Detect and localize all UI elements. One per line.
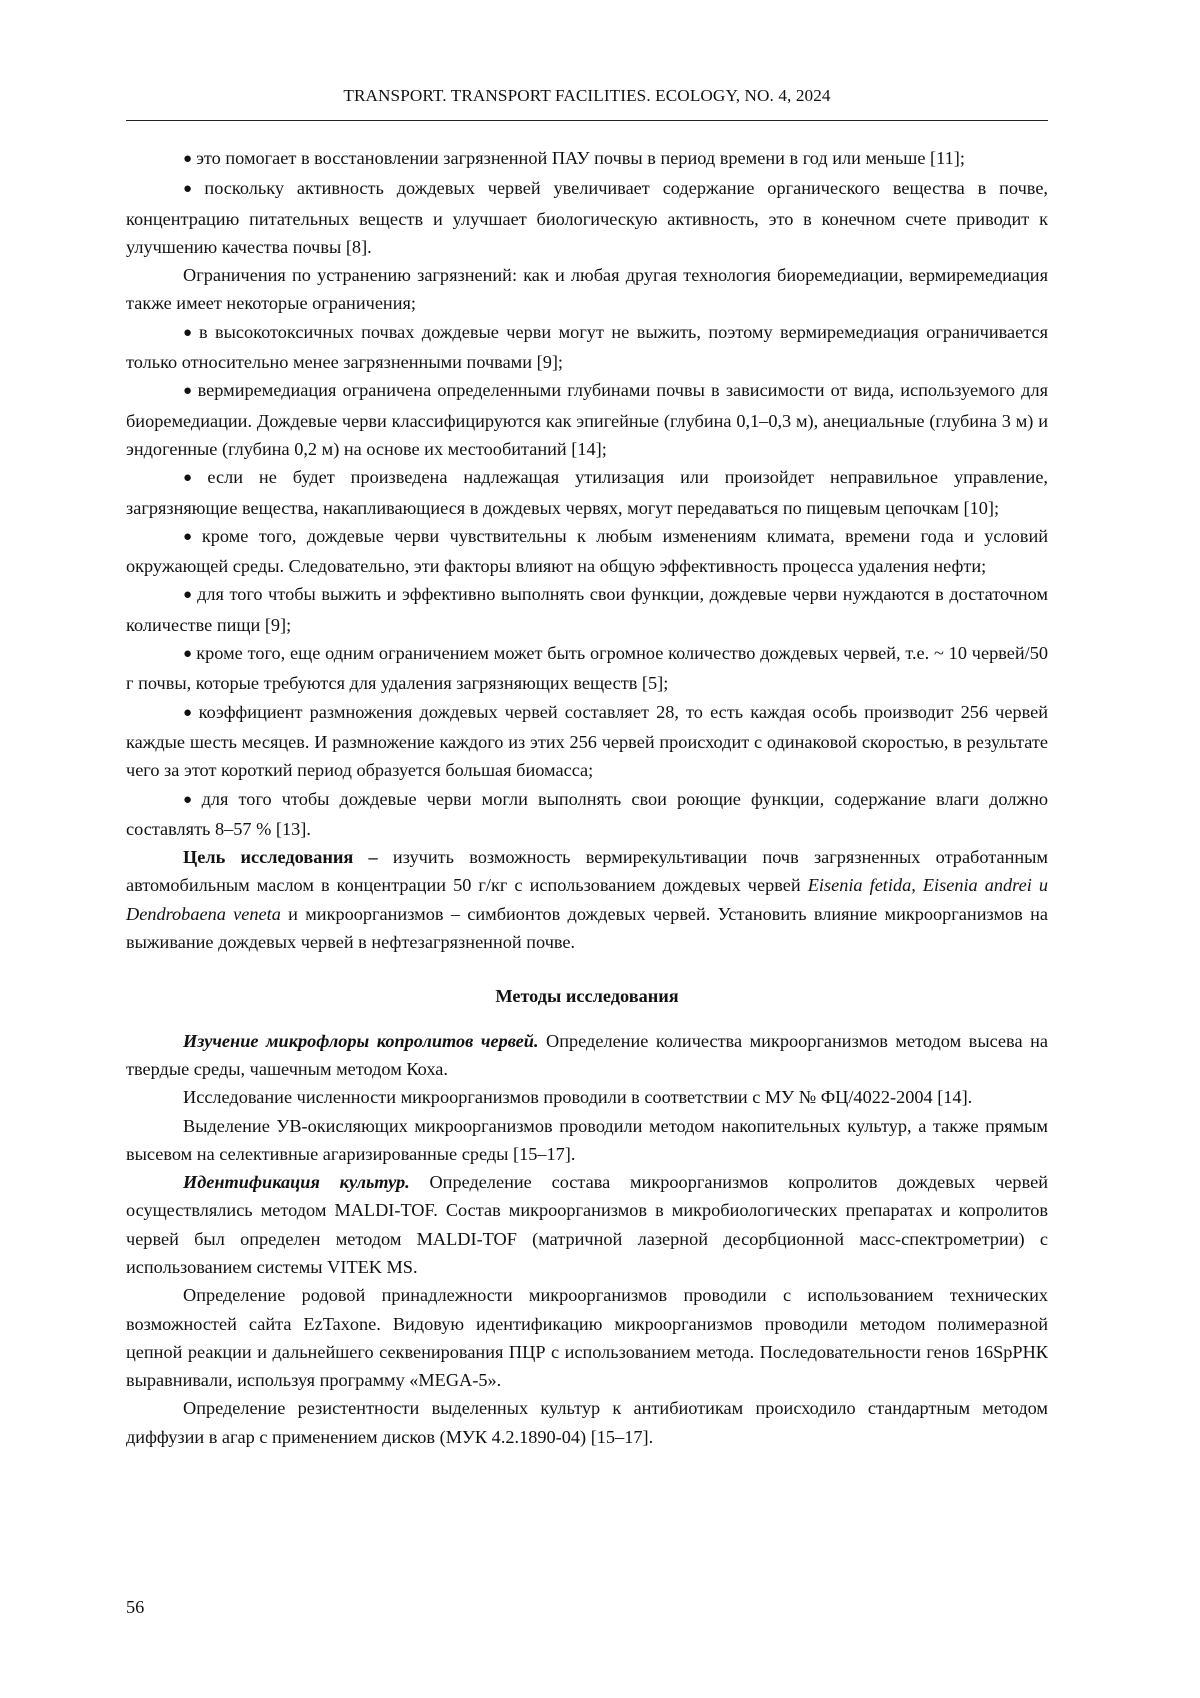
- bullet-icon: ●: [183, 181, 201, 198]
- count-paragraph: Исследование численности микроорганизмов проводили в соответствии с МУ № ФЦ/4022-2004 [14].: [183, 1087, 973, 1108]
- species-names: Eisenia fetida, Eisenia andrei и Dendrobaena veneta: [126, 875, 1048, 924]
- bullet-icon: ●: [183, 587, 194, 604]
- bullet-icon: ●: [183, 151, 193, 167]
- bullet-paragraph: ● если не будет произведена надлежащая утилизация или произойдет неправильное управление, загрязняющие вещества, накапливающиеся в дождевых червях, могут передаваться по пищевым цепочкам [10];: [126, 467, 1049, 518]
- bullet-paragraph: ● для того чтобы выжить и эффективно выполнять свои функции, дождевые черви нуждаются в достаточном количестве пищи [9];: [126, 584, 1048, 635]
- limitations-intro: Ограничения по устранению загрязнений: как и любая другая технология биоремедиации, вермиремедиация также имеет некоторые ограничения;: [126, 265, 1048, 314]
- bullet-icon: ●: [183, 528, 198, 545]
- running-head: TRANSPORT. TRANSPORT FACILITIES. ECOLOGY, NO. 4, 2024: [343, 86, 831, 105]
- section-title-methods: Методы исследования: [495, 986, 679, 1007]
- aim-paragraph: Цель исследования – изучить возможность вермирекультивации почв загрязненных отработанным автомобильным маслом в концентрации 50 г/кг с использованием дождевых червей Eisenia fetida, Eisenia andrei и Dendrobaena veneta и микроорганизмов – симбионтов дождевых червей. Установить влияние микроорганизмов на выживание дождевых червей в нефтезагрязненной почве.: [126, 847, 1048, 953]
- bullet-paragraph: ● для того чтобы дождевые черви могли выполнять свои роющие функции, содержание влаги должно составлять 8–57 % [13].: [126, 788, 1048, 839]
- bullet-paragraph: ● коэффициент размножения дождевых червей составляет 28, то есть каждая особь производит 256 червей каждые шесть месяцев. И размножение каждого из этих 256 червей происходит с одинаковой скоростью, в результате чего за этот короткий период образуется большая биомасса;: [126, 701, 1049, 781]
- bullet-icon: ●: [183, 383, 194, 400]
- journal-page: [126, 0, 1048, 1698]
- bullet-icon: ●: [183, 324, 195, 341]
- bullet-icon: ●: [183, 704, 195, 721]
- page-number: 56: [126, 1597, 145, 1617]
- identification-label: Идентификация культур.: [183, 1172, 410, 1193]
- resistance-paragraph: Определение резистентности выделенных культур к антибиотикам происходило стандартным методом диффузии в агар с применением дисков (МУК 4.2.1890-04) [15–17].: [126, 1398, 1048, 1447]
- article-body: [126, 144, 1048, 1451]
- bullet-paragraph: ● вермиремедиация ограничена определенными глубинами почвы в зависимости от вида, используемого для биоремедиации. Дождевые черви классифицируются как эпигейные (глубина 0,1–0,3 м), анециальные (глубина 3 м) и эндогенные (глубина 0,2 м) на основе их местообитаний [14];: [126, 380, 1049, 459]
- bullet-paragraph: ● кроме того, дождевые черви чувствительны к любым изменениям климата, времени года и условий окружающей среды. Следовательно, эти факторы влияют на общую эффективность процесса удаления нефти;: [126, 525, 1049, 577]
- identification-paragraph: Идентификация культур. Определение состава микроорганизмов копролитов дождевых червей осуществлялись методом MALDI-TOF. Состав микроорганизмов в микробиологических препаратах и копролитов червей был определен методом MALDI-TOF (матричной лазерной десорбционной масс-спектрометрии) с использованием системы VITEK MS.: [126, 1172, 1048, 1277]
- microflora-paragraph: Изучение микрофлоры копролитов червей. Определение количества микроорганизмов методом высева на твердые среды, чашечным методом Коха.: [126, 1030, 1048, 1079]
- bullet-icon: ●: [183, 470, 204, 487]
- bullet-paragraph: ● поскольку активность дождевых червей увеличивает содержание органического вещества в почве, концентрацию питательных веществ и улучшает биологическую активность, это в конечном счете приводит к улучшению качества почвы [8].: [126, 178, 1049, 257]
- microflora-label: Изучение микрофлоры копролитов червей.: [183, 1030, 539, 1051]
- bullet-paragraph: ● это помогает в восстановлении загрязненной ПАУ почвы в период времени в год или меньше [11];: [183, 148, 965, 168]
- bullet-icon: ●: [183, 791, 198, 808]
- bullet-icon: ●: [183, 646, 193, 663]
- bullet-paragraph: ● в высокотоксичных почвах дождевые черви могут не выжить, поэтому вермиремедиация ограничивается только относительно менее загрязненными почвами [9];: [126, 321, 1049, 373]
- genus-paragraph: Определение родовой принадлежности микроорганизмов проводили с использованием технических возможностей сайта EzTaxone. Видовую идентификацию микроорганизмов проводили методом полимеразной цепной реакции и дальнейшего секвенирования ПЦР с использованием метода. Последовательности генов 16SpРНК выравнивали, используя программу «MEGA-5».: [126, 1285, 1048, 1391]
- bullet-paragraph: ● кроме того, еще одним ограничением может быть огромное количество дождевых червей, т.е. ~ 10 червей/50 г почвы, которые требуются для удаления загрязняющих веществ [5];: [126, 643, 1048, 694]
- isolation-paragraph: Выделение УВ-окисляющих микроорганизмов проводили методом накопительных культур, а также прямым высевом на селективные агаризированные среды [15–17].: [126, 1115, 1048, 1164]
- header-rule: [126, 120, 1048, 121]
- aim-label: Цель исследования –: [183, 847, 378, 868]
